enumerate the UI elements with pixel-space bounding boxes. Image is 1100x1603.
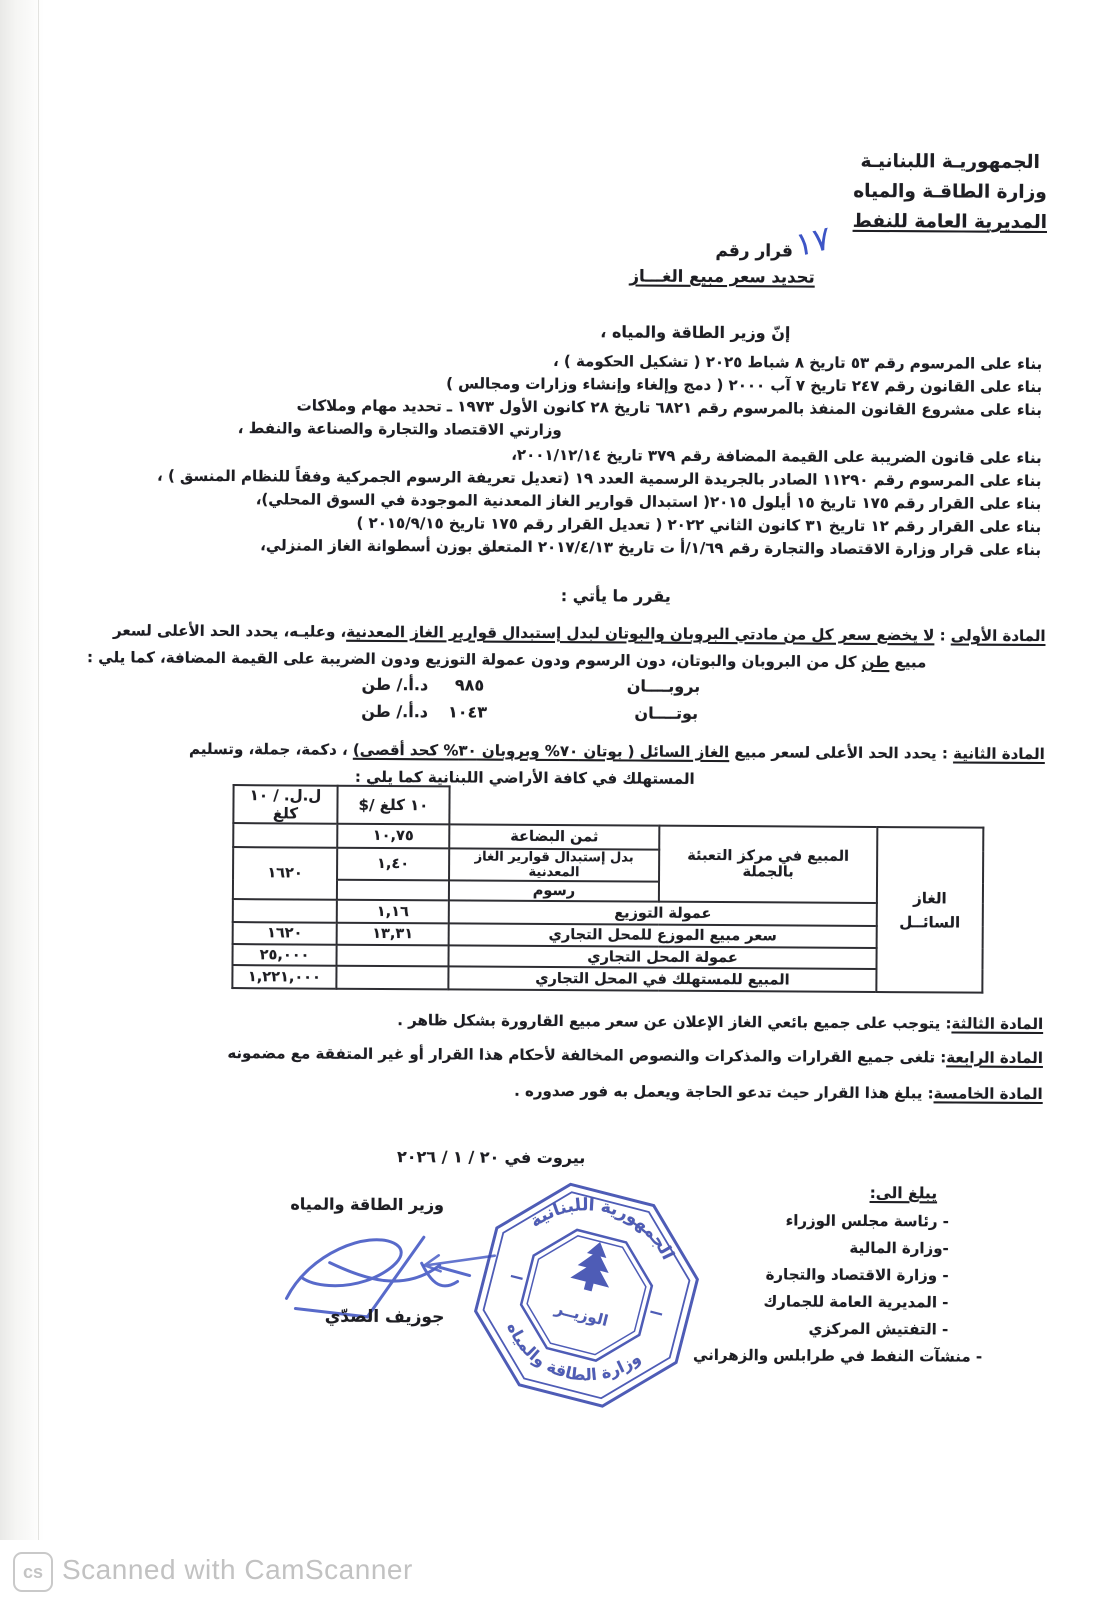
decree-intro: إنّ وزير الطاقة والمياه ، xyxy=(600,322,791,343)
issuance-place: بيروت في xyxy=(504,1147,586,1168)
minister-name: جوزيف الصدّي xyxy=(324,1306,445,1328)
letterhead xyxy=(853,147,1048,238)
stamp-inner-octagon-inner-line xyxy=(519,1228,654,1363)
article-2-line-1 xyxy=(189,740,1045,763)
table-row xyxy=(232,965,982,993)
distribution-heading: يبلغ الى: xyxy=(869,1183,938,1203)
handwritten-decree-number: ١٧ xyxy=(792,217,833,265)
stamp-bottom-text: وزارة الطاقة والمياه xyxy=(503,1319,645,1385)
propane-label: بروبــــان xyxy=(626,676,701,696)
distribution-item: - وزارة الاقتصاد والتجارة xyxy=(765,1265,949,1285)
decree-subject: تحديد سعر مبيع الغـــاز xyxy=(629,266,815,287)
preamble-line: وزارتي الاقتصاد والتجارة والصناعة والنفط ، xyxy=(237,419,562,440)
usd-fees xyxy=(337,880,449,901)
usd-distribution-commission: ١,١٦ xyxy=(337,900,449,924)
row-label-consumer-price: المبيع للمستهلك في المحل التجاري xyxy=(448,966,876,992)
lbp-distributor-price: ١٦٢٠ xyxy=(233,922,337,945)
preamble-line: بناء على المرسوم رقم ١١٢٩٠ الصادر بالجريدة الرسمية العدد ١٩ (تعديل تعريفة الرسوم الجمركية وفقاً للنظام المنسق ) ، xyxy=(156,466,1042,490)
lbp-fees: ١٦٢٠ xyxy=(233,847,337,900)
preamble-line: بناء على قرار وزارة الاقتصاد والتجارة رقم ١/٦٩/أ ت تاريخ ٢٠١٧/٤/١٣ المتعلق بوزن أسطوانة الغاز المنزلي، xyxy=(260,536,1042,559)
row-label-fees: رسوم xyxy=(449,880,659,901)
preamble-line: بناء على المرسوم رقم ٥٣ تاريخ ٨ شباط ٢٠٢٥ ( تشكيل الحكومة ) ، xyxy=(552,352,1043,373)
preamble-line: بناء على القرار رقم ١٢ تاريخ ٣١ كانون الثاني ٢٠٢٢ ( تعديل القرار رقم ١٧٥ تاريخ ٢٠١٥/٩/١٥ ) xyxy=(356,513,1042,536)
side-label-liquid-gas xyxy=(876,827,983,993)
article-5-text: : يبلغ هذا القرار حيث تدعو الحاجة ويعمل به فور صدوره . xyxy=(514,1081,934,1103)
stamp-left-dash xyxy=(511,1276,523,1279)
butane-label: بوتــــان xyxy=(634,703,699,723)
article-3-label: المادة الثالثة xyxy=(951,1014,1044,1034)
distribution-item: -وزارة المالية xyxy=(849,1238,949,1258)
row-label-shop-commission: عمولة المحل التجاري xyxy=(448,945,876,969)
article-3-text: : يتوجب على جميع بائعي الغاز الإعلان عن سعر مبيع القارورة بشكل ظاهر . xyxy=(397,1011,952,1033)
butane-price: ١٠٤٣ xyxy=(447,702,488,722)
usd-shop-commission xyxy=(336,945,448,967)
camscanner-watermark: Scanned with CamScanner xyxy=(62,1554,413,1585)
article-2-line-2: المستهلك في كافة الأراضي اللبنانية كما يلي : xyxy=(354,767,695,788)
article-2-emphasis: الغاز السائل ( بوتان ٧٠% وبروبان ٣٠% كحد أقصى) xyxy=(352,740,730,762)
article-1-line2-pre: مبيع xyxy=(889,653,927,672)
article-2-rest: ، دكمة، جملة، وتسليم xyxy=(189,739,353,759)
ministry-stamp xyxy=(439,1152,733,1439)
lbp-distribution-commission xyxy=(233,899,337,923)
article-1-emphasis: لا يخضع سعر كل من مادتي البروبان والبوتان لبدل إستبدال قوارير الغاز المعدنية xyxy=(346,622,935,645)
lbp-consumer-price: ١,٢٢١,٠٠٠ xyxy=(232,965,336,989)
table-header-spacer xyxy=(449,786,983,827)
article-1-line-2 xyxy=(87,648,926,671)
lbp-goods-cost xyxy=(233,823,337,848)
distribution-item: - المديرية العامة للجمارك xyxy=(763,1292,949,1312)
usd-distributor-price: ١٣,٣١ xyxy=(337,923,449,946)
row-label-goods-cost: ثمن البضاعة xyxy=(449,824,659,849)
gas-price-table xyxy=(231,784,984,994)
distribution-item: - التفتيش المركزي xyxy=(808,1319,949,1339)
article-1-ton-emphasis: طن xyxy=(861,652,890,672)
decision-lead: يقرر ما يأتي : xyxy=(560,586,671,606)
article-4-label: المادة الرابعة xyxy=(946,1048,1043,1068)
lbp-shop-commission: ٢٥,٠٠٠ xyxy=(232,944,336,966)
distribution-item: - رئاسة مجلس الوزراء xyxy=(785,1211,949,1231)
letterhead-directorate: المديرية العامة للنفط xyxy=(852,210,1048,234)
preamble-line: بناء على القرار رقم ١٧٥ تاريخ ١٥ أيلول ٢٠١٥( استبدال قوارير الغاز المعدنية الموجودة في السوق المحلي)، xyxy=(255,490,1042,513)
article-1-line2-rest: كل من البروبان والبوتان، دون الرسوم ودون عمولة التوزيع ودون الضريبة على القيمة المضافة، كما يلي : xyxy=(87,648,862,671)
camscanner-icon: cs xyxy=(13,1552,53,1592)
camscanner-footer xyxy=(0,1540,1100,1600)
column-header-lbp: ل.ل. / ١٠ كلغ xyxy=(233,785,337,824)
row-label-cylinder-swap: بدل إستبدال قوارير الغاز المعدنية xyxy=(449,848,659,881)
distribution-item: - منشآت النفط في طرابلس والزهراني xyxy=(692,1345,983,1366)
article-4 xyxy=(227,1044,1043,1067)
usd-goods-cost: ١٠,٧٥ xyxy=(337,824,449,849)
stamp-right-dash xyxy=(650,1312,662,1315)
stamp-center-text: الوزيــر xyxy=(553,1299,610,1331)
row-label-distribution-commission: عمولة التوزيع xyxy=(449,900,877,926)
letterhead-ministry: وزارة الطاقـة والمياه xyxy=(853,180,1047,204)
article-5 xyxy=(514,1082,1043,1103)
letterhead-republic: الجمهوريـة اللبنانيـة xyxy=(860,150,1040,173)
column-header-usd: $/ ١٠ كلغ xyxy=(337,786,449,825)
butane-unit: د.أ./ طن xyxy=(361,701,429,722)
article-4-text: : تلغى جميع القرارات والمذكرات والنصوص المخالفة لأحكام هذا القرار أو غير المتفقة مع مضمونه xyxy=(227,1044,947,1067)
article-1-line-1 xyxy=(113,621,1046,645)
usd-cylinder-swap: ١,٤٠ xyxy=(337,848,449,881)
article-3 xyxy=(397,1011,1043,1033)
article-2-label: المادة الثانية xyxy=(953,744,1045,764)
article-1-rest: ، وعليـه، يحدد الحد الأعلى لسعر xyxy=(113,621,347,641)
distribution-list xyxy=(692,1207,983,1371)
article-1-label: المادة الأولى xyxy=(950,626,1046,646)
group-label-wholesale: المبيع في مركز التعبئة بالجملة xyxy=(659,826,877,903)
usd-consumer-price xyxy=(336,966,448,990)
side-label-line2: السائــل xyxy=(899,912,961,932)
issuance-date: ٢٠ / ١ / ٢٠٢٦ xyxy=(396,1147,500,1167)
side-label-line1: الغاز xyxy=(913,888,947,907)
article-1-separator: : xyxy=(934,626,951,645)
minister-title: وزير الطاقة والمياه xyxy=(290,1194,445,1215)
table-header-row xyxy=(233,785,983,828)
cedar-icon xyxy=(568,1237,619,1295)
propane-price: ٩٨٥ xyxy=(454,675,485,695)
row-label-distributor-price: سعر مبيع الموزع للمحل التجاري xyxy=(449,923,877,948)
article-5-label: المادة الخامسة xyxy=(933,1084,1043,1104)
preamble-line: بناء على قانون الضريبة على القيمة المضافة رقم ٣٧٩ تاريخ ٢٠٠١/١٢/١٤، xyxy=(511,445,1042,467)
preamble-line: بناء على القانون رقم ٢٤٧ تاريخ ٧ آب ٢٠٠٠ ( دمج وإلغاء وإنشاء وزارات ومجالس ) xyxy=(446,374,1043,396)
stamp-top-text: الجمهورية اللبنانية xyxy=(526,1195,678,1263)
preamble-line: بناء على مشروع القانون المنفذ بالمرسوم رقم ٦٨٢١ تاريخ ٢٨ كانون الأول ١٩٧٣ ـ تحديد مهام وملاكات xyxy=(296,396,1042,419)
article-2-separator: : يحدد الحد الأعلى لسعر مبيع xyxy=(729,743,954,763)
propane-unit: د.أ./ طن xyxy=(361,674,429,695)
decree-number-label: قرار رقم xyxy=(715,241,793,262)
